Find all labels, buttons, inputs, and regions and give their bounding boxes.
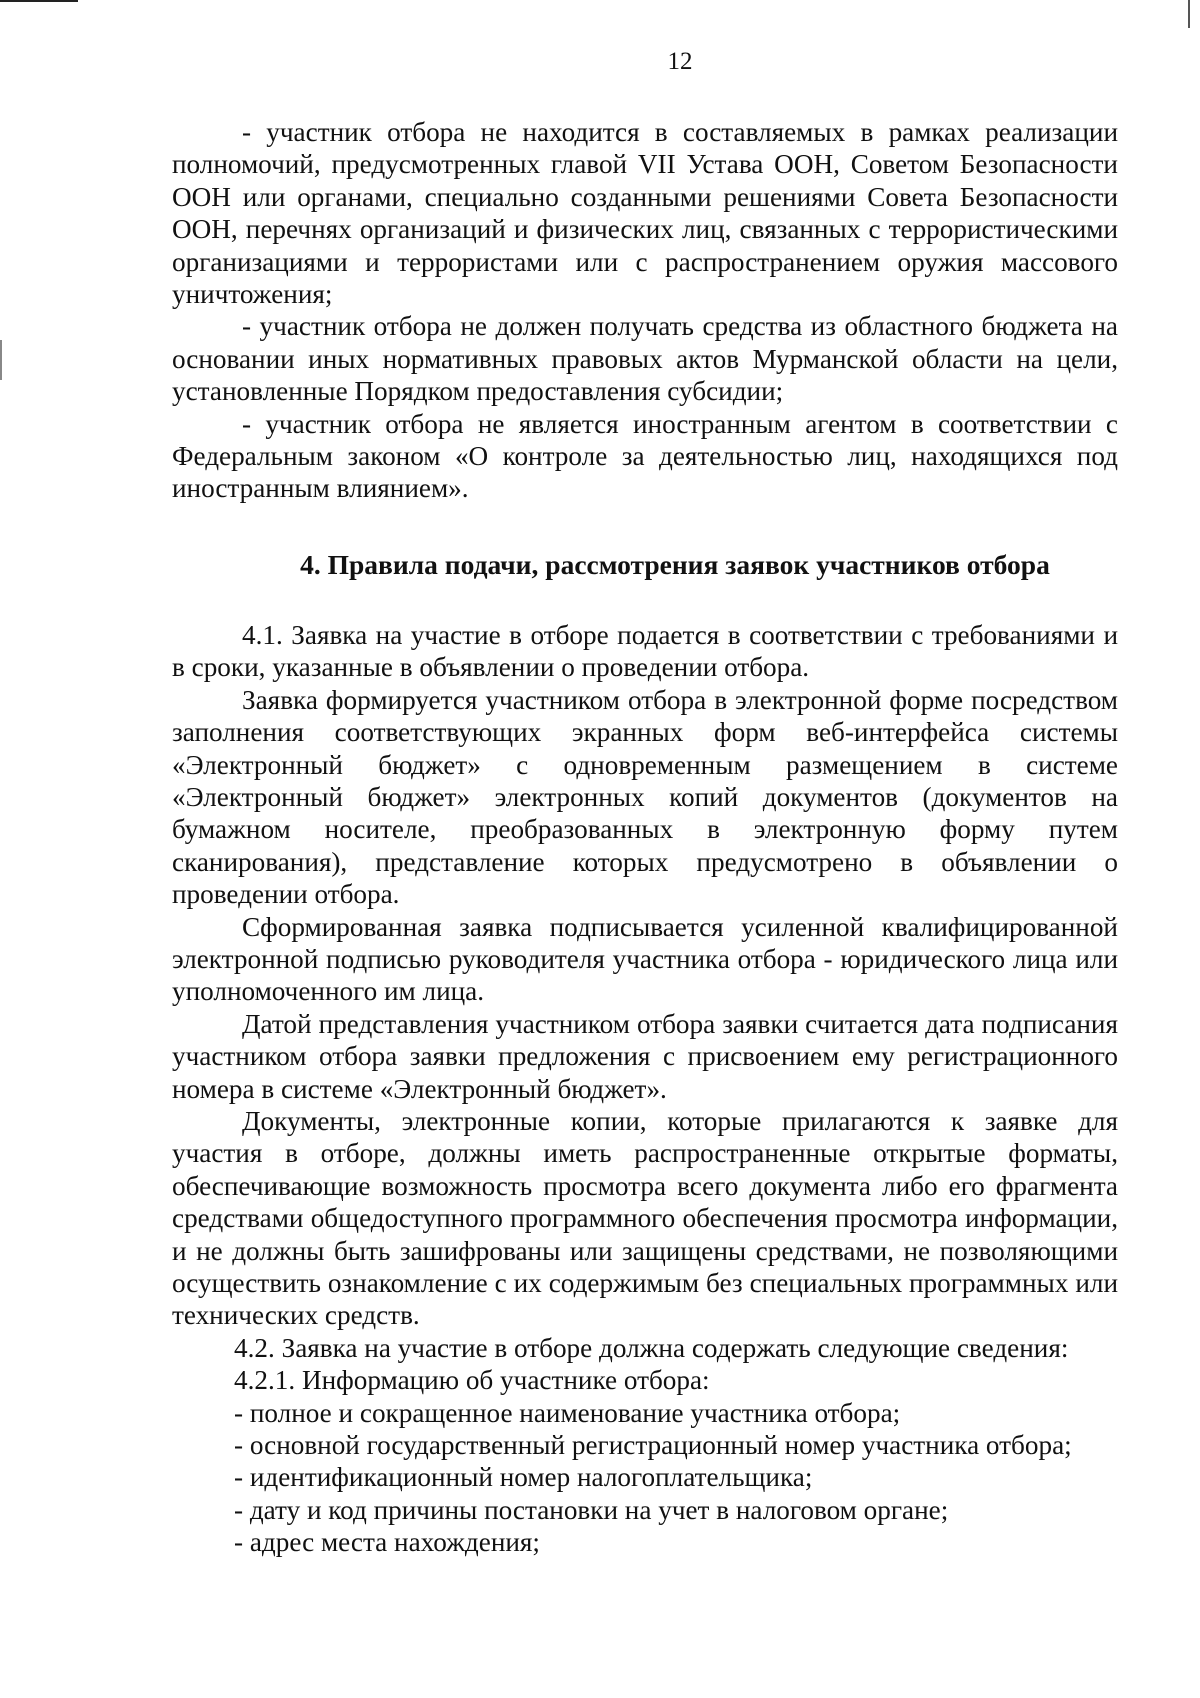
list-item: - полное и сокращенное наименование участника отбора; [234,1397,901,1428]
section-heading: 4. Правила подачи, рассмотрения заявок участников отбора [300,548,1050,580]
page-number: 12 [667,48,693,75]
paragraph: Заявка формируется участником отбора в электронной форме посредством заполнения соответствующих экранных форм веб-интерфейса системы «Электронный бюджет» с одновременным размещением в системе «Электронный бюджет» электронных копий документов (документов на бумажном носителе, преобразованных в электронную форму путем сканирования), представление которых предусмотрено в объявлении о проведении отбора. [172,684,1118,910]
paragraph: 4.2.1. Информацию об участнике отбора: [234,1365,710,1396]
paragraph: - участник отбора не находится в составляемых в рамках реализации полномочий, предусмотренных главой VII Устава ООН, Советом Безопасности ООН или органами, специально созданными решениями Совета Безопасности ООН, перечнях организаций и физических лиц, связанных с террористическими организациями и террористами или с распространением оружия массового уничтожения; [172,117,1118,310]
scan-artifact [0,340,2,380]
paragraph: Сформированная заявка подписывается усиленной квалифицированной электронной подписью руководителя участника отбора - юридического лица или уполномоченного им лица. [172,911,1118,1007]
paragraph: - участник отбора не является иностранным агентом в соответствии с Федеральным законом «О контроле за деятельностью лиц, находящихся под иностранным влиянием». [172,408,1118,504]
paragraph: Датой представления участником отбора заявки считается дата подписания участником отбора заявки предложения с присвоением ему регистрационного номера в системе «Электронный бюджет». [172,1008,1118,1104]
paragraph: 4.1. Заявка на участие в отборе подается в соответствии с требованиями и в сроки, указанные в объявлении о проведении отбора. [172,619,1118,683]
document-body [172,116,1118,1559]
list-item: - адрес места нахождения; [234,1527,540,1558]
paragraph: - участник отбора не должен получать средства из областного бюджета на основании иных нормативных правовых актов Мурманской области на цели, установленные Порядком предоставления субсидии; [172,311,1118,407]
scan-artifact [1188,0,1190,28]
list-item: - дату и код причины постановки на учет в налоговом органе; [234,1494,949,1525]
paragraph: 4.2. Заявка на участие в отборе должна содержать следующие сведения: [234,1332,1069,1363]
list-item: - основной государственный регистрационный номер участника отбора; [234,1430,1072,1461]
list-item: - идентификационный номер налогоплательщика; [234,1462,813,1493]
paragraph: Документы, электронные копии, которые прилагаются к заявке для участия в отборе, должны иметь распространенные открытые форматы, обеспечивающие возможность просмотра всего документа либо его фрагмента средствами общедоступного программного обеспечения просмотра информации, и не должны быть зашифрованы или защищены средствами, не позволяющими осуществить ознакомление с их содержимым без специальных программных или технических средств. [172,1105,1118,1331]
scan-artifact [0,0,78,2]
